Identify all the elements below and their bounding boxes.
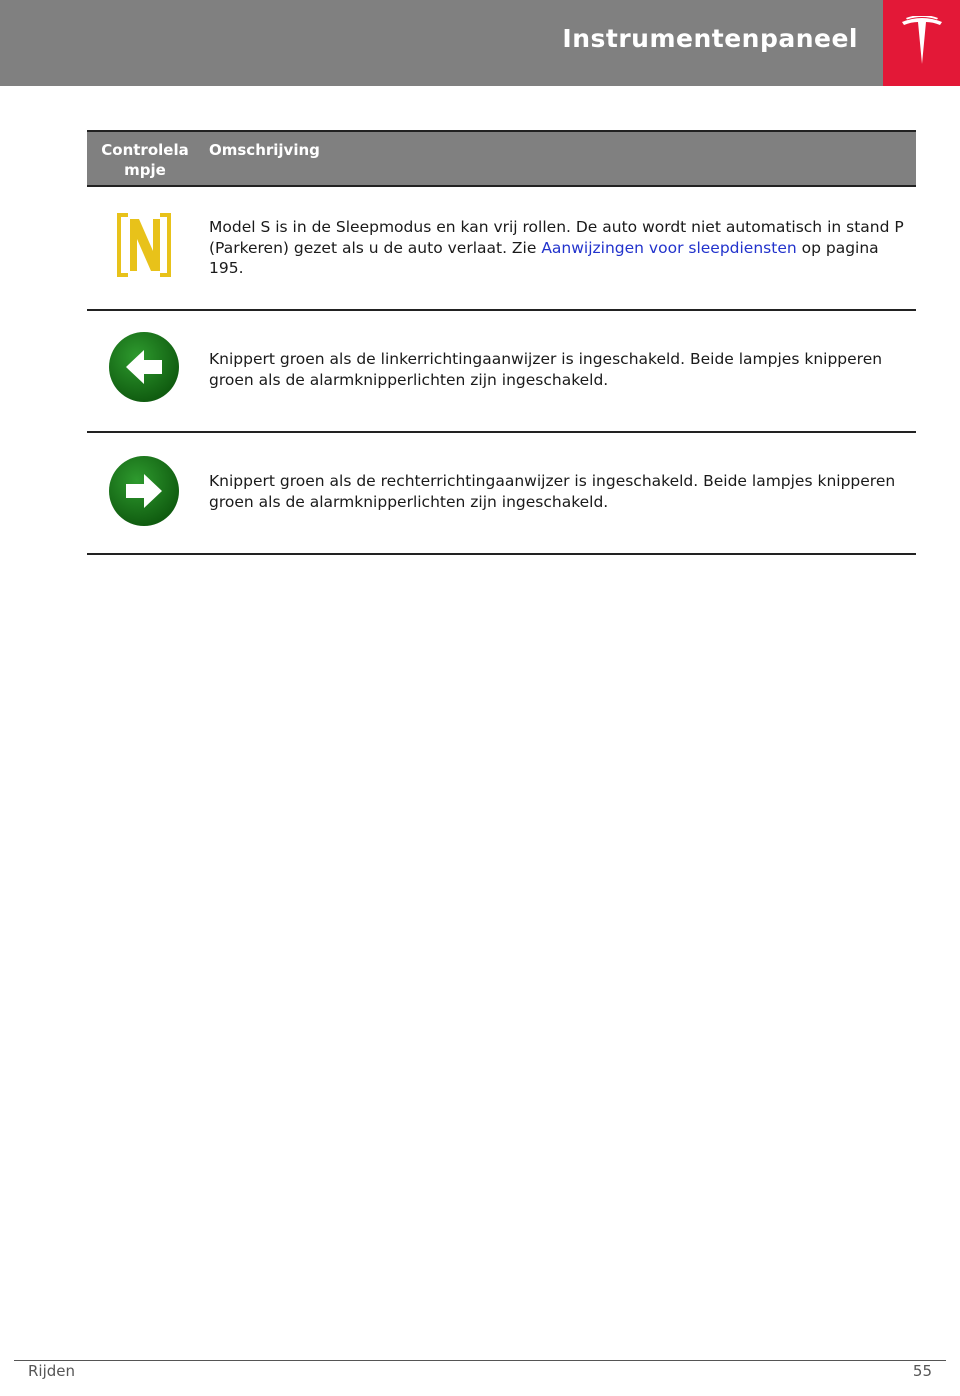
footer-section: Rijden (28, 1362, 76, 1380)
table-row (87, 187, 916, 311)
row-description (209, 217, 909, 279)
table-row (87, 311, 916, 433)
column-header-lamp-line2: mpje (124, 161, 166, 179)
row-description: Knippert groen als de rechterrichtingaanwijzer is ingeschakeld. Beide lampjes knipperen groen als de alarmknipperlichten zijn ingeschakeld. (209, 472, 896, 511)
tesla-logo (883, 0, 960, 86)
tow-mode-n-icon (108, 209, 180, 281)
footer-divider (14, 1360, 946, 1361)
page-header (0, 0, 960, 86)
description-text-after: op pagina 195. (209, 238, 879, 277)
right-turn-signal-icon (108, 455, 180, 527)
table-header (87, 130, 916, 187)
description-text: Model S is in de Sleepmodus en kan vrij rollen. De auto wordt niet automatisch in stand P (Parkeren) gezet als u de auto verlaat. Zie (209, 218, 904, 257)
row-description: Knippert groen als de linkerrichtingaanwijzer is ingeschakeld. Beide lampjes knipperen groen als de alarmknipperlichten zijn ingeschakeld. (209, 350, 883, 389)
page-title: Instrumentenpaneel (562, 24, 858, 53)
left-turn-signal-icon (108, 331, 180, 403)
page-number: 55 (912, 1362, 932, 1380)
table-row (87, 433, 916, 555)
column-header-lamp-line1: Controlela (101, 141, 189, 159)
column-header-lamp (95, 140, 195, 180)
tesla-logo-icon (900, 16, 944, 66)
towing-instructions-link[interactable]: Aanwijzingen voor sleepdiensten (541, 238, 797, 257)
column-header-description: Omschrijving (209, 141, 320, 159)
